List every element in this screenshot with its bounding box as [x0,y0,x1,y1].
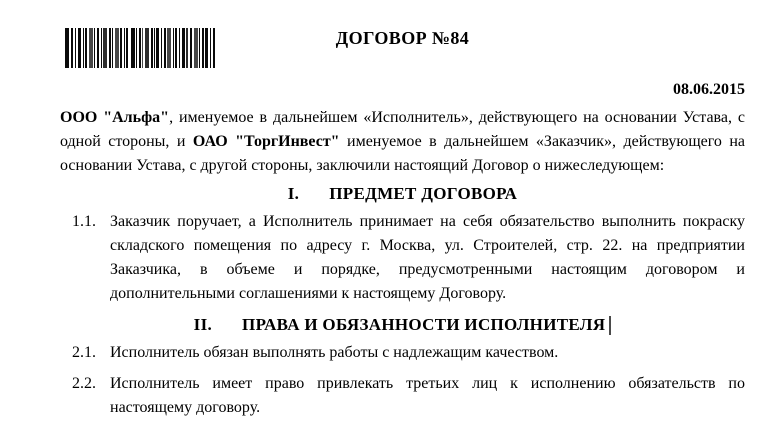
sections-container [60,182,745,420]
section-title: ПРЕДМЕТ ДОГОВОРА [329,184,518,203]
section-heading-2 [60,313,745,337]
clause-number: 1.1. [72,213,96,230]
section-number: I. [287,184,300,203]
preamble-text-2: именуемое в дальнейшем «Заказчик», действующего на основании Устава, с другой стороны, заключили настоящий Договор о нижеследующем: [60,133,746,174]
preamble-text-1: , именуемое в дальнейшем «Исполнитель», действующего на основании Устава, с одной стороны, и [60,109,746,150]
contract-date: 08.06.2015 [673,81,745,98]
contract-clause [60,341,745,365]
text-cursor [609,316,611,335]
party-one-name: ООО "Альфа" [60,109,170,126]
clause-text: Исполнитель обязан выполнять работы с надлежащим качеством. [110,344,559,361]
clause-text: Исполнитель имеет право привлекать третьих лиц к исполнению обязательств по настоящему договору. [110,375,745,416]
section-number: II. [193,315,213,334]
section-heading-1 [60,182,745,206]
document-title: ДОГОВОР №84 [335,28,470,48]
clause-number: 2.2. [72,375,96,392]
party-two-name: ОАО "ТоргИнвест" [192,133,340,150]
preamble-paragraph [60,106,745,178]
clause-number: 2.1. [72,344,96,361]
section-title: ПРАВА И ОБЯЗАННОСТИ ИСПОЛНИТЕЛЯ [242,315,606,334]
document-header [60,0,745,70]
contract-clause [60,372,745,420]
clause-text: Заказчик поручает, а Исполнитель принимает на себя обязательство выполнить покраску складского помещения по адресу г. Москва, ул. Строителей, стр. 22. на предприятии Заказчика, в объеме и порядке, предусмотренными настоящим договором и дополнительными соглашениями к настоящему Договору. [110,213,745,302]
contract-clause [60,210,745,306]
